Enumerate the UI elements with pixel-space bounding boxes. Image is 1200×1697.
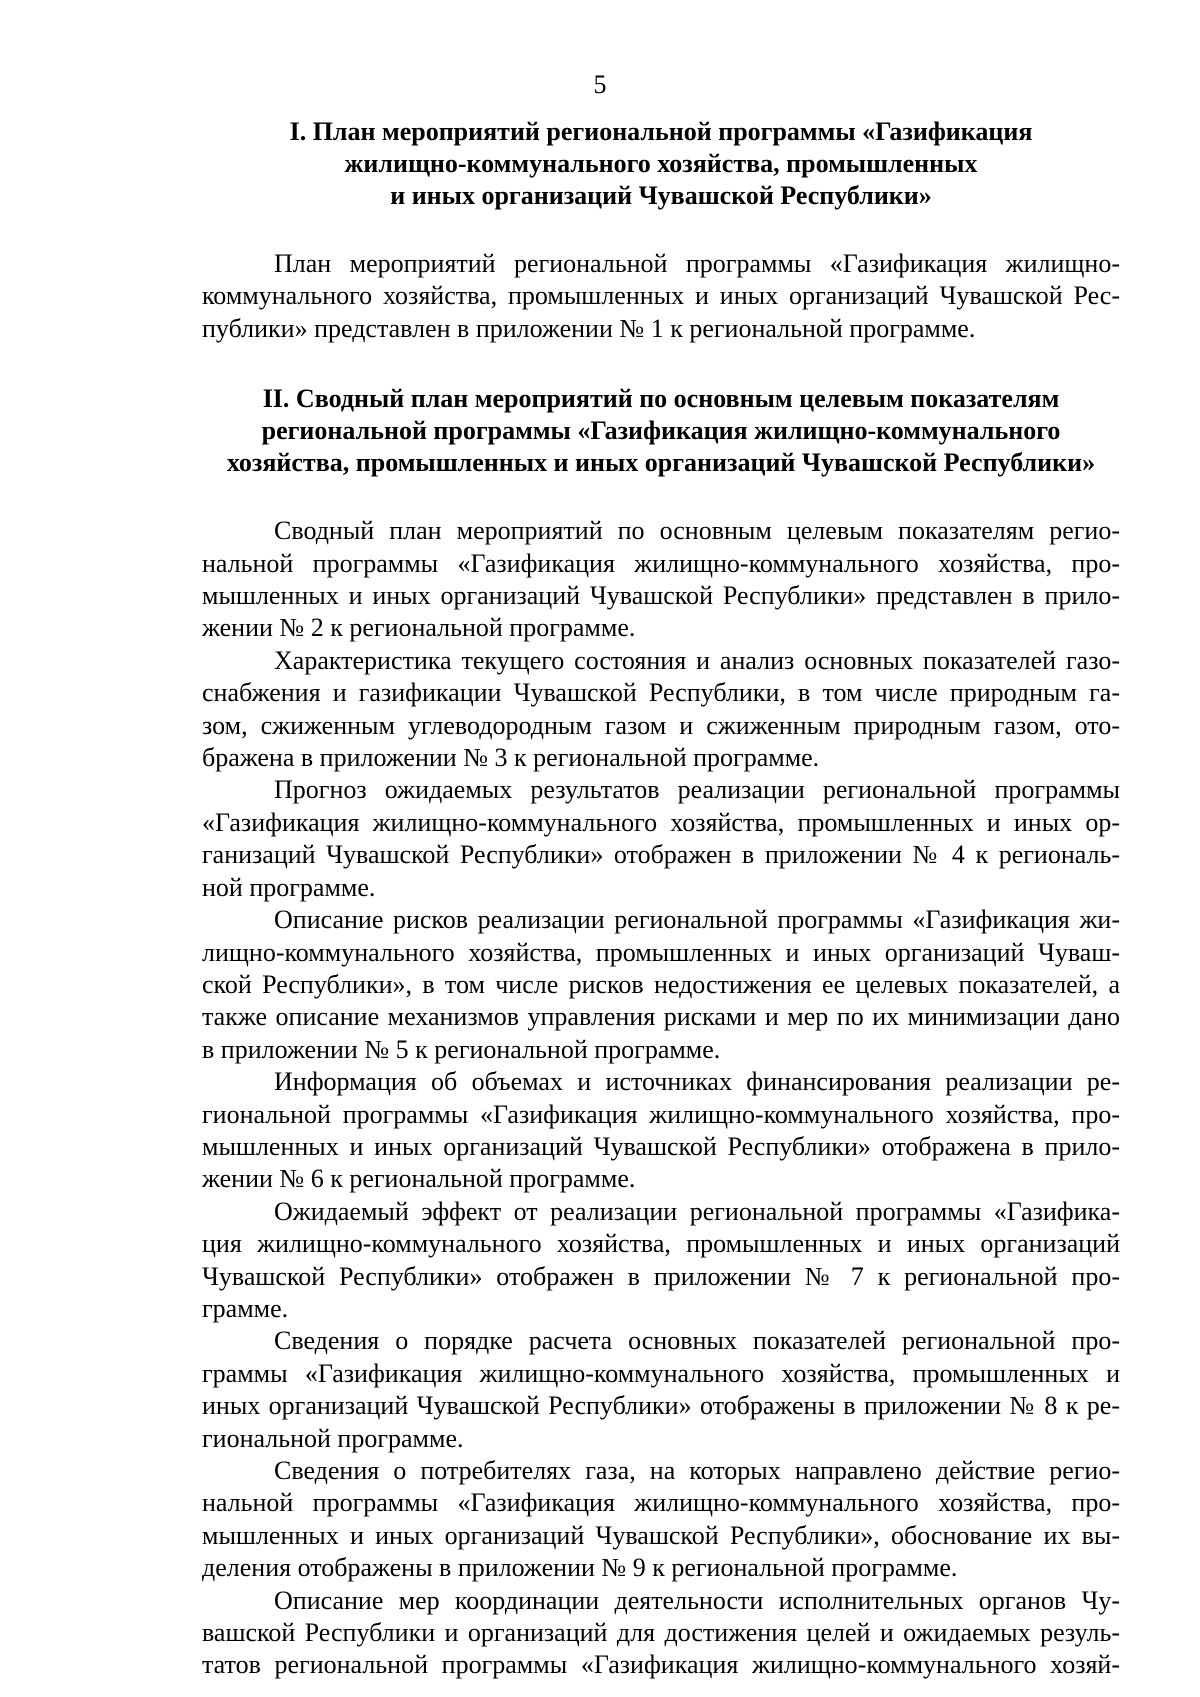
text-line: гиональной программы «Газификация жилищно-коммунального хозяйства, про- <box>202 1099 1120 1129</box>
section-2-paragraph <box>202 1066 1120 1196</box>
text-line: Сведения о потребителях газа, на которых направлено действие регио- <box>274 1456 1120 1485</box>
page-number: 5 <box>593 70 607 99</box>
text-line: Сведения о порядке расчета основных показателей региональной про- <box>274 1326 1120 1356</box>
section-2-paragraph <box>202 1196 1120 1326</box>
text-line: иных организаций Чувашской Республики» отображены в приложении № 8 к ре- <box>202 1391 1120 1421</box>
text-line: ция жилищно-коммунального хозяйства, промышленных и иных организаций <box>202 1229 1120 1259</box>
text-line: мышленных и иных организаций Чувашской Республики» отображена в прило- <box>202 1131 1120 1161</box>
text-line: снабжения и газификации Чувашской Республики, в том числе природным га- <box>202 678 1120 708</box>
text-line: Характеристика текущего состояния и анализ основных показателей газо- <box>274 645 1120 675</box>
section-2-paragraph <box>202 1585 1120 1682</box>
text-line: коммунального хозяйства, промышленных и иных организаций Чувашской Рес- <box>202 281 1120 311</box>
section-2-paragraph <box>202 1455 1120 1585</box>
text-line: мышленных и иных организаций Чувашской Республики» представлен в прило- <box>202 581 1120 611</box>
section-1-paragraph <box>202 248 1120 345</box>
text-line: ской Республики», в том числе рисков недостижения ее целевых показателей, а <box>202 969 1120 999</box>
text-line: ганизаций Чувашской Республики» отображен в приложении № 4 к региональ- <box>202 840 1120 870</box>
text-line: Описание рисков реализации региональной программы «Газификация жи- <box>274 905 1120 935</box>
text-line: жении № 2 к региональной программе. <box>202 613 636 643</box>
document-body <box>202 116 1120 1682</box>
heading-line: хозяйства, промышленных и иных организаций Чувашской Республики» <box>226 448 1096 478</box>
heading-line: региональной программы «Газификация жилищно-коммунального <box>261 416 1061 446</box>
text-line: нальной программы «Газификация жилищно-коммунального хозяйства, про- <box>202 1488 1120 1518</box>
text-line: зом, сжиженным углеводородным газом и сжиженным природным газом, ото- <box>202 710 1120 740</box>
text-line: татов региональной программы «Газификация жилищно-коммунального хозяй- <box>202 1650 1120 1680</box>
text-line: вашской Республики и организаций для достижения целей и ожидаемых резуль- <box>202 1618 1120 1648</box>
text-line: ной программе. <box>202 872 376 902</box>
text-line: Сводный план мероприятий по основным целевым показателям регио- <box>274 516 1120 546</box>
heading-line: I. План мероприятий региональной программы «Газификация <box>289 117 1033 146</box>
text-line: грамме. <box>202 1293 289 1323</box>
text-line: граммы «Газификация жилищно-коммунального хозяйства, промышленных и <box>202 1358 1120 1388</box>
text-line: Информация об объемах и источниках финансирования реализации ре- <box>274 1067 1120 1097</box>
text-line: мышленных и иных организаций Чувашской Республики», обоснование их вы- <box>202 1520 1120 1550</box>
section-2-heading <box>202 383 1120 479</box>
section-2-paragraph <box>202 774 1120 904</box>
heading-line: жилищно-коммунального хозяйства, промышленных <box>344 149 978 178</box>
text-line: бражена в приложении № 3 к региональной программе. <box>202 743 820 773</box>
heading-line: II. Сводный план мероприятий по основным целевым показателям <box>262 384 1060 414</box>
section-2-paragraph <box>202 1325 1120 1455</box>
section-2-paragraph <box>202 904 1120 1066</box>
section-1-heading <box>202 116 1120 212</box>
text-line: Чувашской Республики» отображен в приложении № 7 к региональной про- <box>202 1261 1120 1291</box>
text-line: жении № 6 к региональной программе. <box>202 1164 636 1194</box>
text-line: в приложении № 5 к региональной программе. <box>202 1034 721 1064</box>
text-line: Прогноз ожидаемых результатов реализации региональной программы <box>274 775 1120 805</box>
text-line: лищно-коммунального хозяйства, промышленных и иных организаций Чуваш- <box>202 937 1120 967</box>
text-line: также описание механизмов управления рисками и мер по их минимизации дано <box>202 1002 1120 1032</box>
heading-line: и иных организаций Чувашской Республики» <box>390 181 932 210</box>
text-line: деления отображены в приложении № 9 к региональной программе. <box>202 1553 958 1583</box>
section-2-paragraph <box>202 645 1120 775</box>
text-line: План мероприятий региональной программы «Газификация жилищно- <box>274 249 1120 278</box>
text-line: публики» представлен в приложении № 1 к региональной программе. <box>202 313 976 343</box>
text-line: нальной программы «Газификация жилищно-коммунального хозяйства, про- <box>202 548 1120 578</box>
text-line: «Газификация жилищно-коммунального хозяйства, промышленных и иных ор- <box>202 807 1120 837</box>
text-line: Описание мер координации деятельности исполнительных органов Чу- <box>274 1585 1120 1615</box>
section-2-paragraph <box>202 515 1120 645</box>
text-line: гиональной программе. <box>202 1423 464 1453</box>
text-line: Ожидаемый эффект от реализации региональной программы «Газифика- <box>274 1196 1120 1226</box>
